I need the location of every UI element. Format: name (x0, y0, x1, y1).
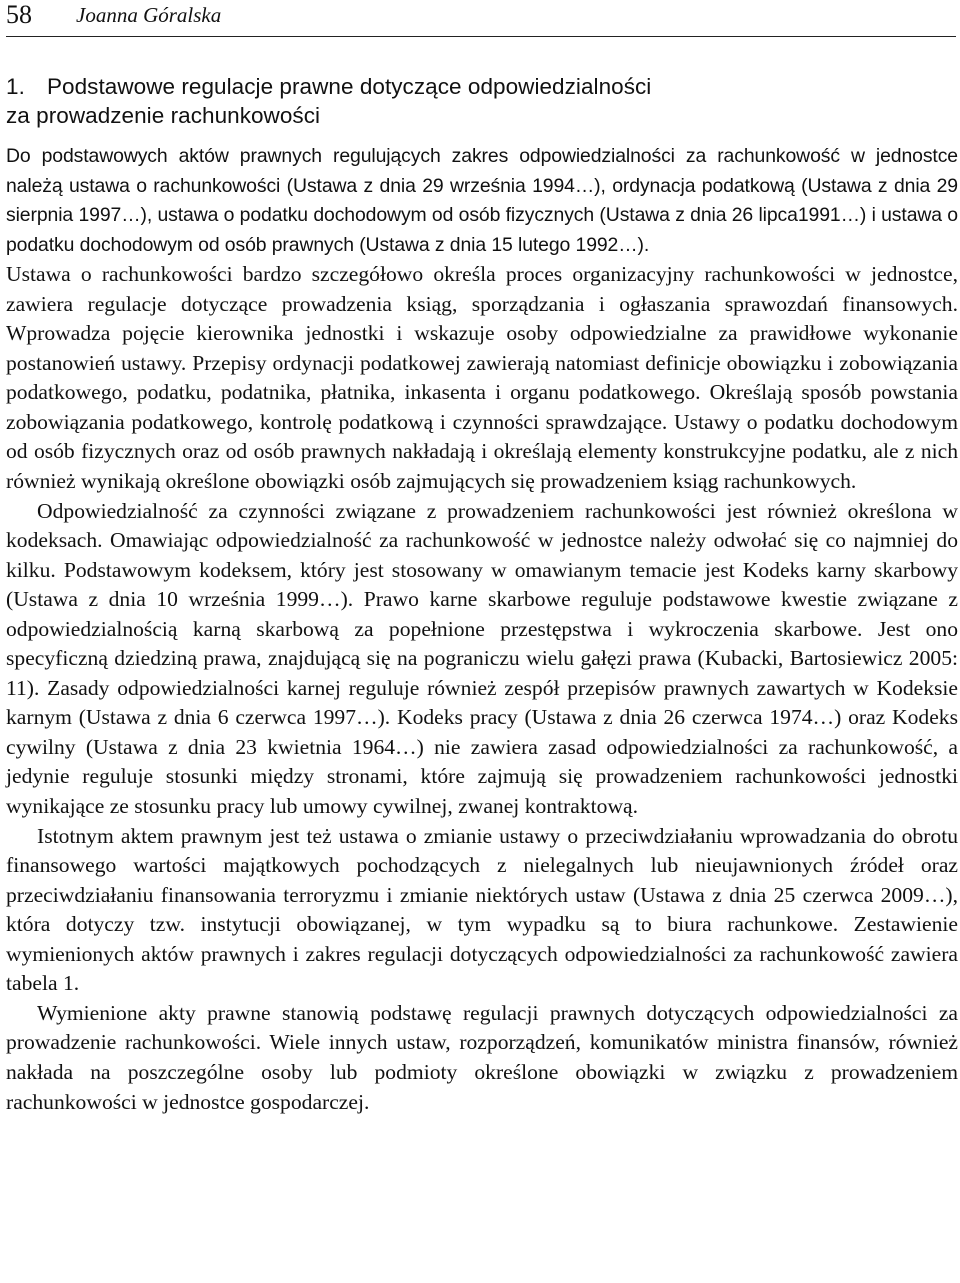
document-page (6, 0, 958, 1117)
header-rule (6, 36, 956, 37)
running-head-author: Joanna Góralska (76, 3, 222, 27)
paragraph-legal-acts-list: Do podstawowych aktów prawnych regulujących zakres odpowiedzialności za rachunkowość w jednostce należą ustawa o rachunkowości (Ustawa z dnia 29 września 1994…), ordynacja podatkową (Ustawa z dnia 29 sierpnia 1997…), ustawa o podatku dochodowym od osób fizycznych (Ustawa z dnia 26 lipca1991…) i ustawa o podatku dochodowym od osób prawnych (Ustawa z dnia 15 lutego 1992…). (6, 145, 958, 256)
page-number: 58 (6, 0, 32, 29)
section-title-line2: za prowadzenie rachunkowości (6, 103, 321, 128)
paragraph-codes: Odpowiedzialność za czynności związane z prowadzeniem rachunkowości jest również określona w kodeksach. Omawiając odpowiedzialność za rachunkowość w jednostce należy odwołać się co najmniej do kilku. Podstawowym kodeksem, który jest stosowany w omawianym temacie jest Kodeks karny skarbowy (Ustawa z dnia 10 września 1999…). Prawo karne skarbowe reguluje podstawowe kwestie związane z odpowiedzialnością karną skarbową za popełnione przestępstwa i wykroczenia skarbowe. Jest ono specyficzną dziedziną prawa, znajdującą się na pograniczu wielu gałęzi prawa (Kubacki, Bartosiewicz 2005: 11). Zasady odpowiedzialności karnej reguluje również zespół przepisów prawnych zawartych w Kodeksie karnym (Ustawa z dnia 6 czerwca 1997…). Kodeks pracy (Ustawa z dnia 26 czerwca 1974…) oraz Kodeks cywilny (Ustawa z dnia 23 kwietnia 1964…) nie zawiera zasad odpowiedzialności za rachunkowość, a jedynie reguluje stosunki między stronami, które zajmują się prowadzeniem rachunkowości jednostki wynikające ze stosunku pracy lub umowy cywilnej, zwanej kontraktową. (6, 498, 958, 819)
section-title-line1: Podstawowe regulacje prawne dotyczące odpowiedzialności (47, 74, 652, 99)
section-title (6, 72, 958, 130)
section-number: 1. (6, 74, 25, 99)
page-header (6, 0, 958, 40)
paragraph-summary: Wymienione akty prawne stanowią podstawę regulacji prawnych dotyczących odpowiedzialności za prowadzenie rachunkowości. Wiele innych ustaw, rozporządzeń, komunikatów ministra finansów, również nakłada na poszczególne osoby lub podmioty określone obowiązki w związku z prowadzeniem rachunkowości w jednostce gospodarczej. (6, 1000, 958, 1114)
paragraph-accounting-act: Ustawa o rachunkowości bardzo szczegółowo określa proces organizacyjny rachunkowości w jednostce, zawiera regulacje dotyczące prowadzenia ksiąg, sporządzania i ogłaszania sprawozdań finansowych. Wprowadza pojęcie kierownika jednostki i wskazuje osoby odpowiedzialne za prawidłowe wykonanie postanowień ustawy. Przepisy ordynacji podatkowej zawierają natomiast definicje obowiązku i zobowiązania podatkowego, podatku, podatnika, płatnika, inkasenta i organu podatkowego. Określają sposób powstania zobowiązania podatkowego, kontrolę podatkową i czynności sprawdzające. Ustawy o podatku dochodowym od osób fizycznych oraz od osób prawnych nakładają i określają elementy konstrukcyjne podatku, ale z nich również wynikają określone obowiązki osób zajmujących się prowadzeniem ksiąg rachunkowych. (6, 262, 958, 494)
paragraph-aml-act: Istotnym aktem prawnym jest też ustawa o zmianie ustawy o przeciwdziałaniu wprowadzania do obrotu finansowego wartości majątkowych pochodzących z nielegalnych lub nieujawnionych źródeł oraz przeciwdziałaniu finansowania terroryzmu i zmianie niektórych ustaw (Ustawa z dnia 25 czerwca 2009…), która dotyczy tzw. instytucji obowiązanej, w tym wypadku są to biura rachunkowe. Zestawienie wymienionych aktów prawnych i zakres regulacji dotyczących odpowiedzialności za rachunkowość zawiera tabela 1. (6, 823, 958, 996)
